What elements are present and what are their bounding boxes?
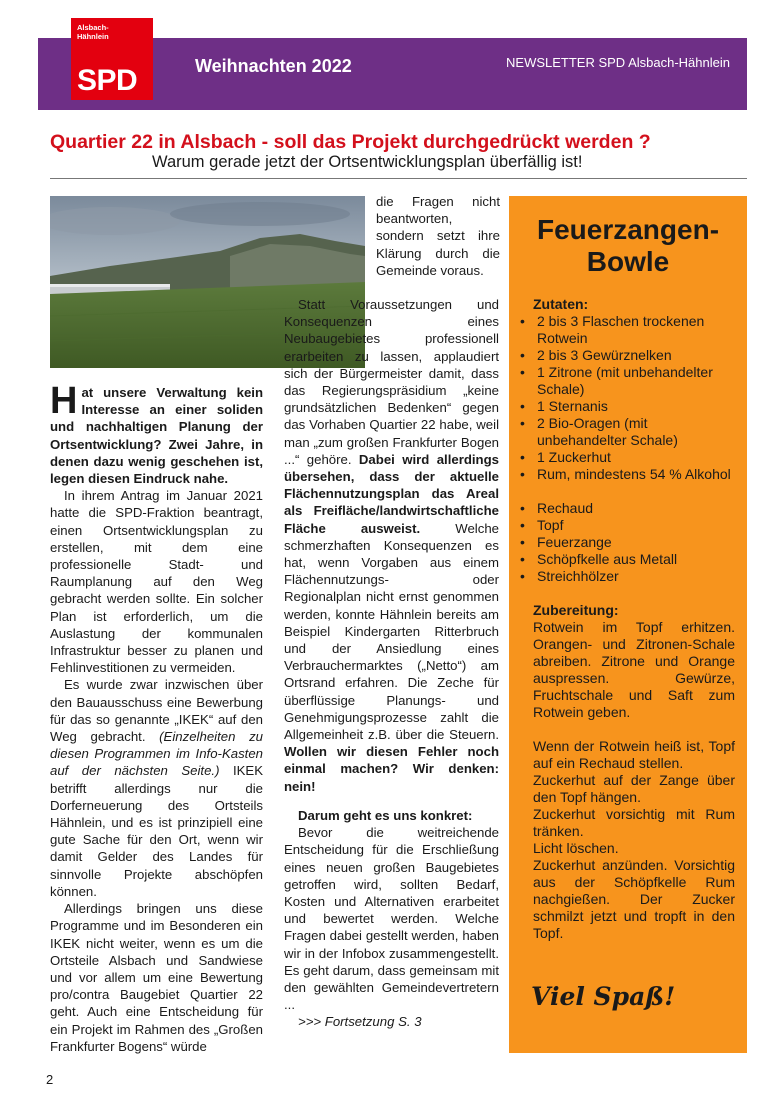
article-column-2-top bbox=[376, 193, 500, 279]
recipe-title: Feuerzangen- Bowle bbox=[536, 214, 720, 277]
paragraph-4 bbox=[284, 296, 499, 795]
article-subheadline: Warum gerade jetzt der Ortsentwicklungsplan überfällig ist! bbox=[152, 153, 583, 171]
recipe-body bbox=[533, 296, 735, 942]
spd-logo bbox=[71, 18, 153, 100]
list-item: • Rechaud bbox=[533, 500, 735, 517]
list-item: • Topf bbox=[533, 517, 735, 534]
continuation-link[interactable]: >>> Fortsetzung S. 3 bbox=[298, 1014, 422, 1030]
prep-step-3: Zuckerhut auf der Zange über den Topf hängen. bbox=[533, 772, 735, 805]
list-item: • Rum, mindestens 54 % Alkohol bbox=[533, 466, 735, 483]
logo-town: Alsbach- Hähnlein bbox=[77, 23, 109, 41]
paragraph-4-bold: Dabei wird allerdings übersehen, dass der aktuelle Flächennutzungsplan das Areal als Freifläche/landwirtschaftliche Fläche ausweist. bbox=[284, 451, 500, 536]
prep-step-2: Wenn der Rotwein heiß ist, Topf auf ein Rechaud stellen. bbox=[533, 738, 735, 771]
article-column-1 bbox=[50, 380, 263, 1055]
paragraph-2-note: (Einzelheiten zu diesen Programmen im Info-Kasten auf der nächsten Seite.) bbox=[50, 729, 263, 779]
tools-list bbox=[533, 500, 735, 585]
page-number: 2 bbox=[46, 1072, 54, 1087]
paragraph-1: In ihrem Antrag im Januar 2021 hatte die SPD-Fraktion beantragt, einen Ortsentwicklungsplan zu erstellen, mit dem eine professionelle Stadt- und Raumplanung auf den Weg gebracht werden sollte. Ein solcher Plan ist erforderlich, um die Auslastung der kommunalen Infrastruktur besser zu planen und Fehlinvestitionen zu vermeiden. bbox=[50, 488, 263, 676]
ingredients-list bbox=[533, 313, 735, 483]
lead-text: at unsere Verwaltung kein Interesse an einer soliden und nachhaltigen Planung der Ortsentwicklung? Zwei Jahre, in denen dazu wenig geschehen ist, legen diesen Eindruck nahe. bbox=[50, 385, 263, 487]
paragraph-2 bbox=[50, 676, 263, 900]
ingredients-label: Zutaten: bbox=[533, 296, 589, 312]
paragraph-4-question: Wollen wir diesen Fehler noch einmal machen? Wir denken: nein! bbox=[284, 744, 499, 794]
recipe-box bbox=[509, 196, 747, 1053]
list-item: • 1 Zuckerhut bbox=[533, 449, 735, 466]
paragraph-continuation: die Fragen nicht beantworten, sondern setzt ihre Klärung durch die Gemeinde voraus. bbox=[376, 194, 500, 278]
divider bbox=[50, 178, 747, 179]
list-item: • 1 Zitrone (mit unbehandelter Schale) bbox=[533, 364, 735, 398]
lead-paragraph bbox=[50, 380, 263, 487]
concrete-heading: Darum geht es uns konkret: bbox=[298, 807, 473, 823]
paragraph-2-c: IKEK betrifft allerdings nur die Dorferneuerung des Ortsteils Hähnlein, und es ist prinzipiell eine gute Sache für den Ort, wenn wir damit Gelder des Landes für sinnvolle Projekte abschöpfen können. bbox=[50, 763, 263, 899]
list-item: • 2 Bio-Oragen (mit unbehandelter Schale) bbox=[533, 415, 735, 449]
list-item: • Feuerzange bbox=[533, 534, 735, 551]
paragraph-5: Bevor die weitreichende Entscheidung für die Erschließung eines neuen großen Baugebietes getroffen wird, sollten Bedarf, Kosten und Alternativen erarbeitet und bewertet werden. Welche Fragen dabei gestellt werden, haben wir in der Infobox zusammengestellt. Es geht darum, dass gemeinsam mit den gewählten Gemeindevertretern ... bbox=[284, 825, 499, 1013]
drop-cap: H bbox=[50, 380, 78, 422]
list-item: • 1 Sternanis bbox=[533, 398, 735, 415]
paragraph-4-c: Welche schmerzhaften Konsequenzen es hat, wenn Vorgaben aus einem Flächennutzungs- oder Regionalplan nicht ernst genommen werden, konnte Hähnlein bereits am Beispiel Kindergarten Ritterbruch und der Ansiedlung eines Verbrauchermarktes („Netto“) am Ortsrand erfahren. Die Zeche für überflüssige Planungs- und Genehmigungsprozesse zahlt die Allgemeinheit z.B. über die Steuern. bbox=[284, 520, 499, 743]
prep-label: Zubereitung: bbox=[533, 602, 619, 618]
list-item: • Streichhölzer bbox=[533, 568, 735, 585]
article-headline: Quartier 22 in Alsbach - soll das Projekt durchgedrückt werden ? bbox=[50, 131, 651, 153]
prep-step-6: Zuckerhut anzünden. Vorsichtig aus der Schöpfkelle Rum nachgießen. Der Zucker schmilzt jetzt und tropft in den Topf. bbox=[533, 857, 735, 941]
prep-step-4: Zuckerhut vorsichtig mit Rum tränken. bbox=[533, 806, 735, 839]
article-column-2 bbox=[284, 296, 499, 1031]
issue-title: Weihnachten 2022 bbox=[195, 56, 352, 76]
signoff: Viel Spaß! bbox=[531, 982, 676, 1011]
prep-step-1: Rotwein im Topf erhitzen. Orangen- und Zitronen-Schale abreiben. Zitrone und Orange auspressen. Gewürze, Fruchtschale und Saft zum Rotwein geben. bbox=[533, 619, 735, 720]
newsletter-label: NEWSLETTER SPD Alsbach-Hähnlein bbox=[506, 55, 730, 70]
list-item: • Schöpfkelle aus Metall bbox=[533, 551, 735, 568]
prep-step-5: Licht löschen. bbox=[533, 840, 619, 856]
logo-text: SPD bbox=[77, 64, 138, 97]
list-item: • 2 bis 3 Gewürznelken bbox=[533, 347, 735, 364]
list-item: • 2 bis 3 Flaschen trockenen Rotwein bbox=[533, 313, 735, 347]
paragraph-3: Allerdings bringen uns diese Programme und im Besonderen ein IKEK nicht weiter, wenn es um die Ortsteile Alsbach und Sandwiese und vor allem um eine Bewertung pro/contra Baugebiet Quartier 22 geht. Auch eine Entscheidung für ein Projekt im Rahmen des „Großen Frankfurter Bogens“ würde bbox=[50, 901, 263, 1054]
paragraph-4-a: Statt Voraussetzungen und Konsequenzen eines Neubaugebietes professionell erarbeiten zu lassen, applaudiert sich der Bürgermeister damit, dass das Regierungspräsidium „keine grundsätzlichen Bedenken“ gegen das Vorhaben Quartier 22 habe, weil man „zum großen Frankfurter Bogen ...“ gehöre. bbox=[284, 297, 499, 467]
paragraph-2-a: Es wurde zwar inzwischen über den Bauausschuss eine Bewerbung für das so genannte „IKEK“ auf den Weg gebracht. bbox=[50, 677, 263, 745]
